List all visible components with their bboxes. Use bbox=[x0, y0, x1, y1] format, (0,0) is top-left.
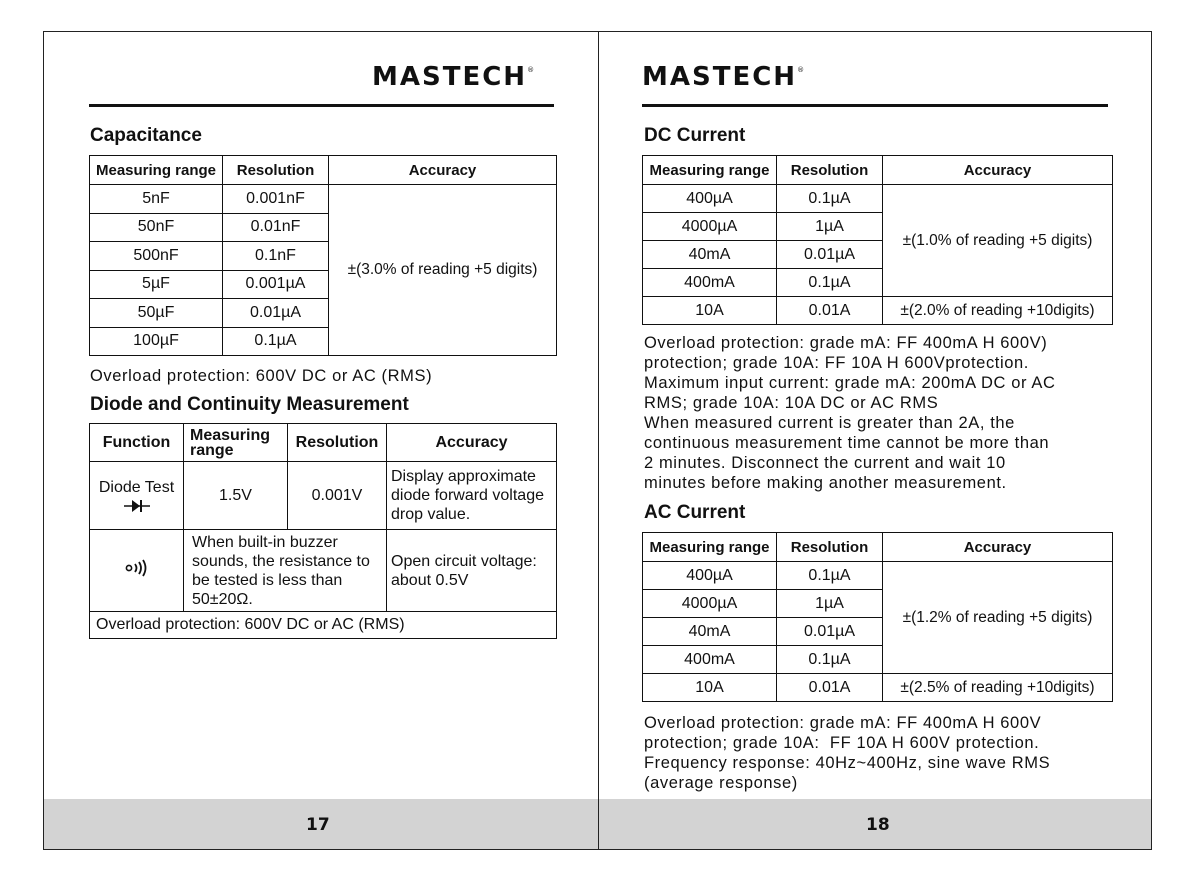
note-line: Overload protection: grade mA: FF 400mA H 600V) bbox=[644, 334, 1048, 352]
col-header: Measuring range bbox=[184, 424, 288, 462]
manual-spread bbox=[43, 31, 1152, 850]
function-cell bbox=[90, 530, 184, 612]
table-header-row bbox=[90, 424, 557, 462]
col-header: Resolution bbox=[777, 533, 883, 562]
table-row bbox=[643, 185, 1113, 213]
capacitance-note: Overload protection: 600V DC or AC (RMS) bbox=[90, 367, 433, 385]
table-row bbox=[90, 612, 557, 639]
range-cell: 4000µA bbox=[643, 590, 777, 618]
continuity-description: When built-in buzzer sounds, the resistance to be tested is less than 50±20Ω. bbox=[184, 530, 387, 612]
ac-current-heading: AC Current bbox=[644, 502, 746, 523]
range-cell: 400mA bbox=[643, 269, 777, 297]
col-header: Measuring range bbox=[643, 533, 777, 562]
col-header: Resolution bbox=[223, 156, 329, 185]
note-line: (average response) bbox=[644, 774, 798, 792]
table-header-row bbox=[90, 156, 557, 185]
range-cell: 40mA bbox=[643, 618, 777, 646]
range-cell: 1.5V bbox=[184, 462, 288, 530]
range-cell: 10A bbox=[643, 674, 777, 702]
table-header-row bbox=[643, 533, 1113, 562]
resolution-cell: 0.1µA bbox=[777, 562, 883, 590]
capacitance-table bbox=[89, 155, 557, 356]
note-line: continuous measurement time cannot be more than bbox=[644, 434, 1050, 452]
table-row bbox=[90, 462, 557, 530]
table-row bbox=[643, 562, 1113, 590]
range-cell: 100µF bbox=[90, 327, 223, 356]
ac-current-notes bbox=[644, 713, 1050, 793]
range-cell: 10A bbox=[643, 297, 777, 325]
diode-icon bbox=[124, 499, 150, 513]
accuracy-10a-cell: ±(2.0% of reading +10digits) bbox=[883, 297, 1113, 325]
resolution-cell: 0.1nF bbox=[223, 242, 329, 271]
accuracy-10a-cell: ±(2.5% of reading +10digits) bbox=[883, 674, 1113, 702]
diode-footnote: Overload protection: 600V DC or AC (RMS) bbox=[90, 612, 557, 639]
resolution-cell: 0.001nF bbox=[223, 185, 329, 214]
brand-logo-left: MASTECH® bbox=[372, 62, 535, 92]
table-row bbox=[90, 530, 557, 612]
buzzer-icon bbox=[124, 559, 150, 577]
col-header: Accuracy bbox=[883, 156, 1113, 185]
col-header: Function bbox=[90, 424, 184, 462]
resolution-cell: 0.001V bbox=[288, 462, 387, 530]
range-cell: 400mA bbox=[643, 646, 777, 674]
resolution-cell: 1µA bbox=[777, 590, 883, 618]
page-divider bbox=[598, 32, 599, 849]
col-header: Accuracy bbox=[883, 533, 1113, 562]
resolution-cell: 0.01A bbox=[777, 297, 883, 325]
resolution-cell: 0.1µA bbox=[223, 327, 329, 356]
col-header: Resolution bbox=[777, 156, 883, 185]
capacitance-heading: Capacitance bbox=[90, 125, 202, 146]
col-header: Measuring range bbox=[90, 156, 223, 185]
range-cell: 500nF bbox=[90, 242, 223, 271]
resolution-cell: 0.001µA bbox=[223, 270, 329, 299]
resolution-cell: 0.1µA bbox=[777, 269, 883, 297]
note-line: minutes before making another measurement. bbox=[644, 474, 1007, 492]
note-line: RMS; grade 10A: 10A DC or AC RMS bbox=[644, 394, 939, 412]
resolution-cell: 0.1µA bbox=[777, 185, 883, 213]
page-number-left: 17 bbox=[306, 815, 330, 835]
diode-table bbox=[89, 423, 557, 639]
note-line: protection; grade 10A: FF 10A H 600Vprotection. bbox=[644, 354, 1029, 372]
note-line: Overload protection: grade mA: FF 400mA H 600V bbox=[644, 714, 1042, 732]
ac-current-table bbox=[642, 532, 1113, 702]
brand-logo-right: MASTECH® bbox=[642, 62, 805, 92]
footer-divider bbox=[598, 799, 599, 849]
header-rule-right bbox=[642, 104, 1108, 107]
dc-current-notes bbox=[644, 333, 1056, 493]
diode-test-label: Diode Test bbox=[98, 479, 175, 496]
range-cell: 400µA bbox=[643, 562, 777, 590]
range-cell: 5µF bbox=[90, 270, 223, 299]
dc-current-heading: DC Current bbox=[644, 125, 746, 146]
col-header: Accuracy bbox=[387, 424, 557, 462]
col-header: Accuracy bbox=[329, 156, 557, 185]
dc-current-table bbox=[642, 155, 1113, 325]
range-cell: 400µA bbox=[643, 185, 777, 213]
page-number-right: 18 bbox=[866, 815, 890, 835]
table-row bbox=[643, 297, 1113, 325]
range-cell: 5nF bbox=[90, 185, 223, 214]
range-cell: 4000µA bbox=[643, 213, 777, 241]
resolution-cell: 0.1µA bbox=[777, 646, 883, 674]
col-header: Measuring range bbox=[643, 156, 777, 185]
range-cell: 50nF bbox=[90, 213, 223, 242]
resolution-cell: 1µA bbox=[777, 213, 883, 241]
table-row bbox=[90, 185, 557, 214]
note-line: protection; grade 10A: FF 10A H 600V protection. bbox=[644, 734, 1040, 752]
accuracy-cell: ±(1.0% of reading +5 digits) bbox=[883, 185, 1113, 297]
resolution-cell: 0.01µA bbox=[777, 618, 883, 646]
resolution-cell: 0.01µA bbox=[777, 241, 883, 269]
page-footer bbox=[44, 799, 1151, 849]
table-header-row bbox=[643, 156, 1113, 185]
accuracy-cell: Display approximate diode forward voltage drop value. bbox=[387, 462, 557, 530]
resolution-cell: 0.01nF bbox=[223, 213, 329, 242]
accuracy-cell: Open circuit voltage: about 0.5V bbox=[387, 530, 557, 612]
range-cell: 40mA bbox=[643, 241, 777, 269]
range-cell: 50µF bbox=[90, 299, 223, 328]
col-header: Resolution bbox=[288, 424, 387, 462]
note-line: Maximum input current: grade mA: 200mA DC or AC bbox=[644, 374, 1056, 392]
resolution-cell: 0.01µA bbox=[223, 299, 329, 328]
function-cell bbox=[90, 462, 184, 530]
note-line: Frequency response: 40Hz~400Hz, sine wave RMS bbox=[644, 754, 1051, 772]
accuracy-cell: ±(3.0% of reading +5 digits) bbox=[329, 185, 557, 356]
note-line: 2 minutes. Disconnect the current and wait 10 bbox=[644, 454, 1006, 472]
accuracy-cell: ±(1.2% of reading +5 digits) bbox=[883, 562, 1113, 674]
header-rule-left bbox=[89, 104, 554, 107]
resolution-cell: 0.01A bbox=[777, 674, 883, 702]
note-line: When measured current is greater than 2A, the bbox=[644, 414, 1015, 432]
diode-heading: Diode and Continuity Measurement bbox=[90, 394, 409, 415]
table-row bbox=[643, 674, 1113, 702]
